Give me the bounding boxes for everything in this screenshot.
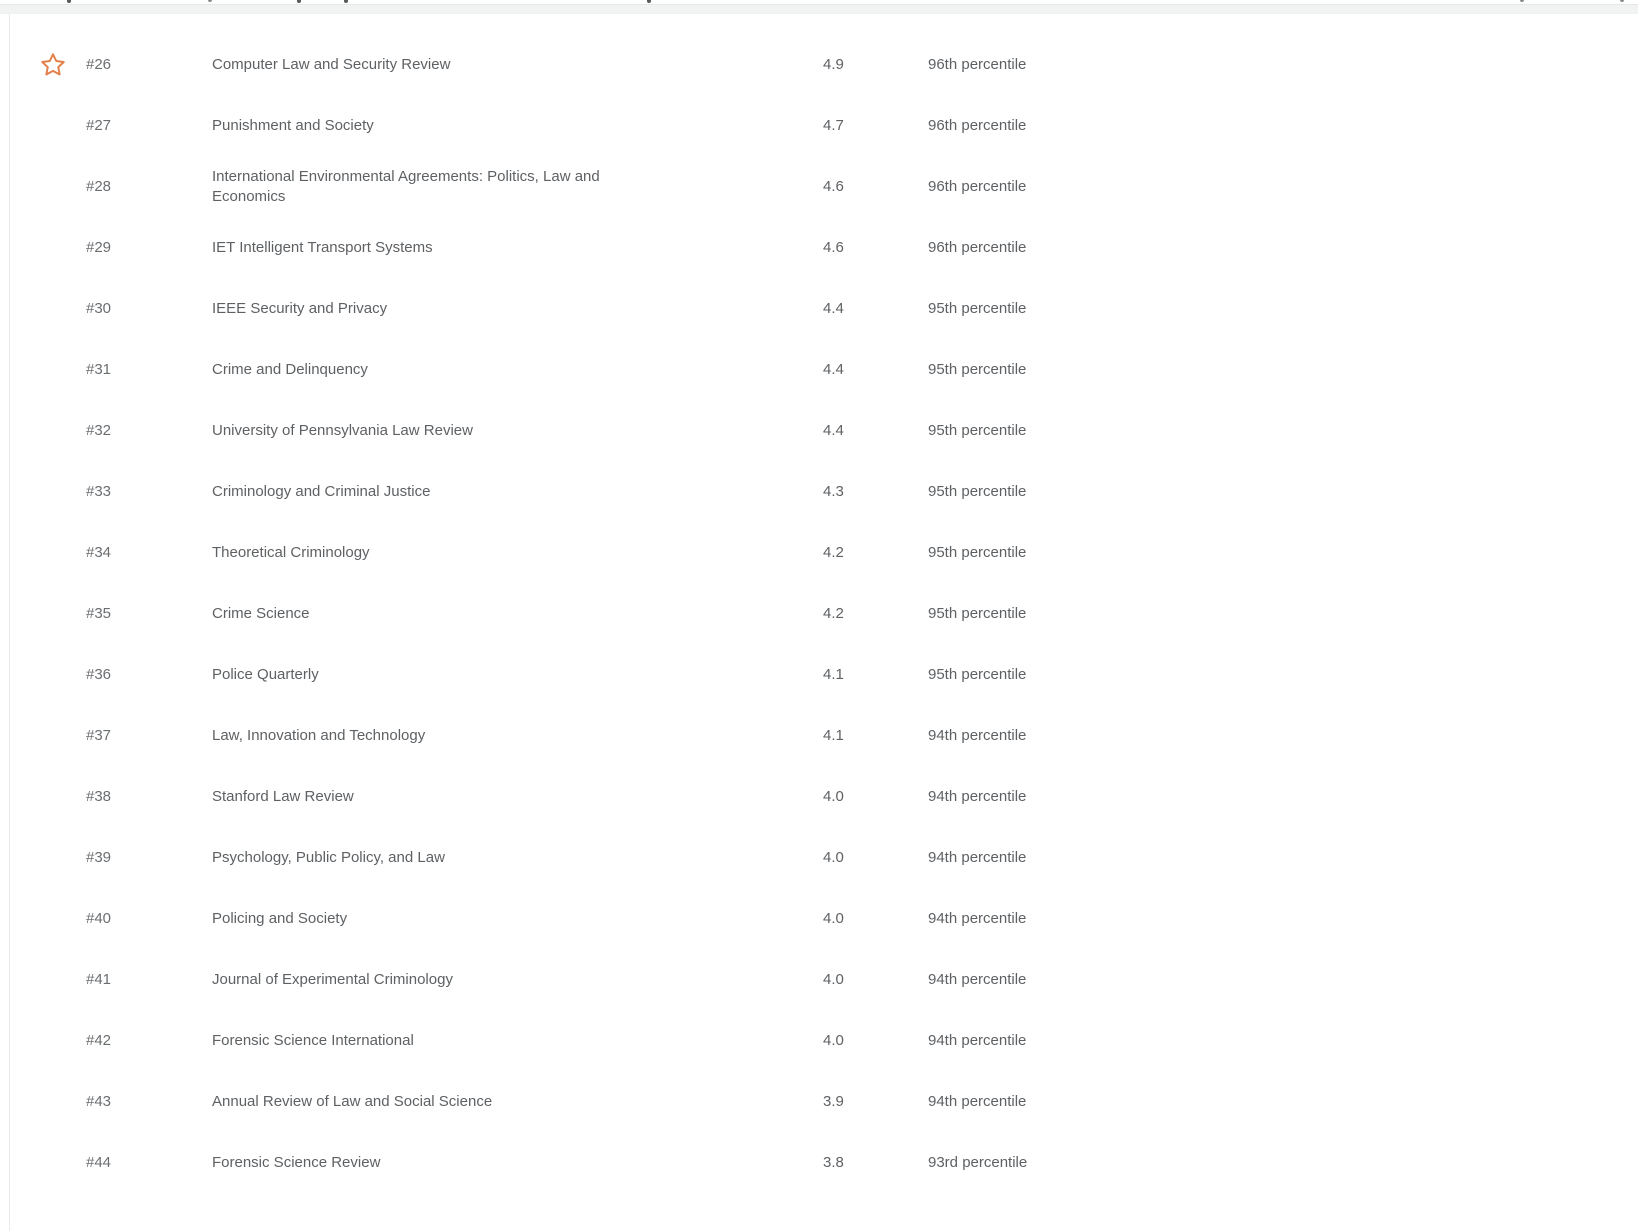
source-title-link[interactable]: Crime and Delinquency — [212, 360, 368, 378]
source-title-cell — [212, 481, 816, 501]
source-rank: #26 — [86, 55, 112, 73]
source-title-link[interactable]: International Environmental Agreements: Politics, Law and Economics — [212, 167, 600, 205]
source-title-cell — [212, 54, 816, 74]
highest-percentile: 95th percentile — [928, 665, 1027, 683]
highest-percentile: 94th percentile — [928, 1031, 1027, 1049]
source-row — [10, 888, 1638, 949]
favorite-cell — [10, 112, 86, 140]
source-row — [10, 644, 1638, 705]
citescore-value: 4.6 — [823, 177, 844, 195]
source-title-link[interactable]: Journal of Experimental Criminology — [212, 970, 453, 988]
source-row — [10, 156, 1638, 217]
source-title-link[interactable]: IEEE Security and Privacy — [212, 299, 388, 317]
clipped-text-fragment — [1520, 0, 1524, 2]
citescore-value: 4.4 — [823, 421, 844, 439]
source-rank: #29 — [86, 238, 112, 256]
citescore-value: 4.1 — [823, 726, 844, 744]
source-row — [10, 583, 1638, 644]
source-title-cell — [212, 237, 816, 257]
source-title-link[interactable]: IET Intelligent Transport Systems — [212, 238, 433, 256]
source-title-link[interactable]: Police Quarterly — [212, 665, 319, 683]
highest-percentile: 95th percentile — [928, 299, 1027, 317]
highest-percentile: 94th percentile — [928, 1092, 1027, 1110]
favorite-cell — [10, 234, 86, 262]
source-row — [10, 522, 1638, 583]
source-title-cell — [212, 1091, 816, 1111]
favorite-cell — [10, 173, 86, 201]
source-title-cell — [212, 908, 816, 928]
source-row — [10, 339, 1638, 400]
source-title-cell — [212, 786, 816, 806]
favorite-star-icon[interactable] — [39, 51, 67, 79]
source-rank: #40 — [86, 909, 112, 927]
highest-percentile: 93rd percentile — [928, 1153, 1028, 1171]
source-rank: #42 — [86, 1031, 112, 1049]
source-rank: #30 — [86, 299, 112, 317]
highest-percentile: 96th percentile — [928, 177, 1027, 195]
source-row — [10, 766, 1638, 827]
citescore-value: 4.0 — [823, 848, 844, 866]
source-title-cell — [212, 420, 816, 440]
source-row — [10, 278, 1638, 339]
citescore-value: 4.4 — [823, 299, 844, 317]
results-panel — [9, 14, 1638, 1231]
source-title-link[interactable]: Stanford Law Review — [212, 787, 354, 805]
source-row — [10, 827, 1638, 888]
favorite-cell — [10, 295, 86, 323]
citescore-value: 4.7 — [823, 116, 844, 134]
source-rank: #36 — [86, 665, 112, 683]
source-row — [10, 1010, 1638, 1071]
source-row — [10, 400, 1638, 461]
source-row — [10, 949, 1638, 1010]
source-rank: #44 — [86, 1153, 112, 1171]
clipped-text-fragment — [297, 0, 301, 3]
favorite-cell — [10, 356, 86, 384]
source-title-cell — [212, 542, 816, 562]
source-title-link[interactable]: Punishment and Society — [212, 116, 374, 134]
source-title-cell — [212, 725, 816, 745]
source-rank: #37 — [86, 726, 112, 744]
source-title-link[interactable]: Criminology and Criminal Justice — [212, 482, 431, 500]
highest-percentile: 94th percentile — [928, 970, 1027, 988]
source-list — [10, 34, 1638, 1193]
source-row — [10, 217, 1638, 278]
source-title-link[interactable]: Forensic Science International — [212, 1031, 414, 1049]
source-row — [10, 34, 1638, 95]
source-title-link[interactable]: University of Pennsylvania Law Review — [212, 421, 473, 439]
highest-percentile: 96th percentile — [928, 238, 1027, 256]
source-title-link[interactable]: Theoretical Criminology — [212, 543, 370, 561]
citescore-value: 4.2 — [823, 604, 844, 622]
citescore-value: 4.0 — [823, 787, 844, 805]
source-title-link[interactable]: Forensic Science Review — [212, 1153, 381, 1171]
favorite-cell — [10, 844, 86, 872]
source-title-cell — [212, 298, 816, 318]
favorite-cell — [10, 722, 86, 750]
source-row — [10, 1071, 1638, 1132]
favorite-cell — [10, 783, 86, 811]
favorite-cell — [10, 417, 86, 445]
citescore-value: 4.0 — [823, 909, 844, 927]
highest-percentile: 94th percentile — [928, 848, 1027, 866]
source-rank: #28 — [86, 177, 112, 195]
highest-percentile: 95th percentile — [928, 543, 1027, 561]
favorite-cell — [10, 478, 86, 506]
favorite-cell — [10, 600, 86, 628]
source-row — [10, 461, 1638, 522]
favorite-cell — [10, 1027, 86, 1055]
highest-percentile: 94th percentile — [928, 726, 1027, 744]
source-title-link[interactable]: Psychology, Public Policy, and Law — [212, 848, 445, 866]
citescore-value: 4.3 — [823, 482, 844, 500]
source-rank: #33 — [86, 482, 112, 500]
source-title-cell — [212, 664, 816, 684]
citescore-value: 3.8 — [823, 1153, 844, 1171]
highest-percentile: 95th percentile — [928, 421, 1027, 439]
clipped-text-fragment — [67, 0, 71, 3]
favorite-cell — [10, 1088, 86, 1116]
citescore-value: 4.0 — [823, 1031, 844, 1049]
source-rank: #27 — [86, 116, 112, 134]
source-row — [10, 705, 1638, 766]
source-rank: #38 — [86, 787, 112, 805]
source-row — [10, 95, 1638, 156]
citescore-value: 4.6 — [823, 238, 844, 256]
favorite-cell — [10, 905, 86, 933]
clipped-text-fragment — [208, 0, 212, 2]
citescore-value: 4.2 — [823, 543, 844, 561]
source-title-cell — [212, 603, 816, 623]
citescore-value: 4.9 — [823, 55, 844, 73]
source-title-link[interactable]: Computer Law and Security Review — [212, 55, 451, 73]
favorite-cell — [10, 661, 86, 689]
favorite-cell — [10, 1149, 86, 1177]
highest-percentile: 96th percentile — [928, 55, 1027, 73]
citescore-value: 4.4 — [823, 360, 844, 378]
highest-percentile: 94th percentile — [928, 909, 1027, 927]
source-title-cell — [212, 115, 816, 135]
clipped-text-fragment — [647, 0, 651, 3]
top-divider-band — [0, 4, 1638, 14]
source-title-link[interactable]: Crime Science — [212, 604, 310, 622]
source-rank: #35 — [86, 604, 112, 622]
favorite-cell — [10, 966, 86, 994]
source-rank: #31 — [86, 360, 112, 378]
source-rank: #32 — [86, 421, 112, 439]
source-rank: #39 — [86, 848, 112, 866]
citescore-value: 4.1 — [823, 665, 844, 683]
favorite-cell — [10, 539, 86, 567]
highest-percentile: 95th percentile — [928, 360, 1027, 378]
source-title-cell — [212, 1030, 816, 1050]
source-row — [10, 1132, 1638, 1193]
highest-percentile: 95th percentile — [928, 604, 1027, 622]
favorite-cell — [10, 51, 86, 79]
source-title-link[interactable]: Annual Review of Law and Social Science — [212, 1092, 493, 1110]
source-title-link[interactable]: Policing and Society — [212, 909, 348, 927]
highest-percentile: 96th percentile — [928, 116, 1027, 134]
highest-percentile: 95th percentile — [928, 482, 1027, 500]
source-rank: #41 — [86, 970, 112, 988]
source-title-cell — [212, 847, 816, 867]
highest-percentile: 94th percentile — [928, 787, 1027, 805]
citescore-value: 3.9 — [823, 1092, 844, 1110]
source-rank: #43 — [86, 1092, 112, 1110]
source-title-link[interactable]: Law, Innovation and Technology — [212, 726, 426, 744]
citescore-value: 4.0 — [823, 970, 844, 988]
source-title-cell — [212, 359, 816, 379]
source-title-cell — [212, 167, 816, 207]
source-title-cell — [212, 969, 816, 989]
clipped-text-fragment — [344, 0, 348, 3]
clipped-text-fragment — [1620, 0, 1624, 2]
source-title-cell — [212, 1152, 816, 1172]
source-rank: #34 — [86, 543, 112, 561]
